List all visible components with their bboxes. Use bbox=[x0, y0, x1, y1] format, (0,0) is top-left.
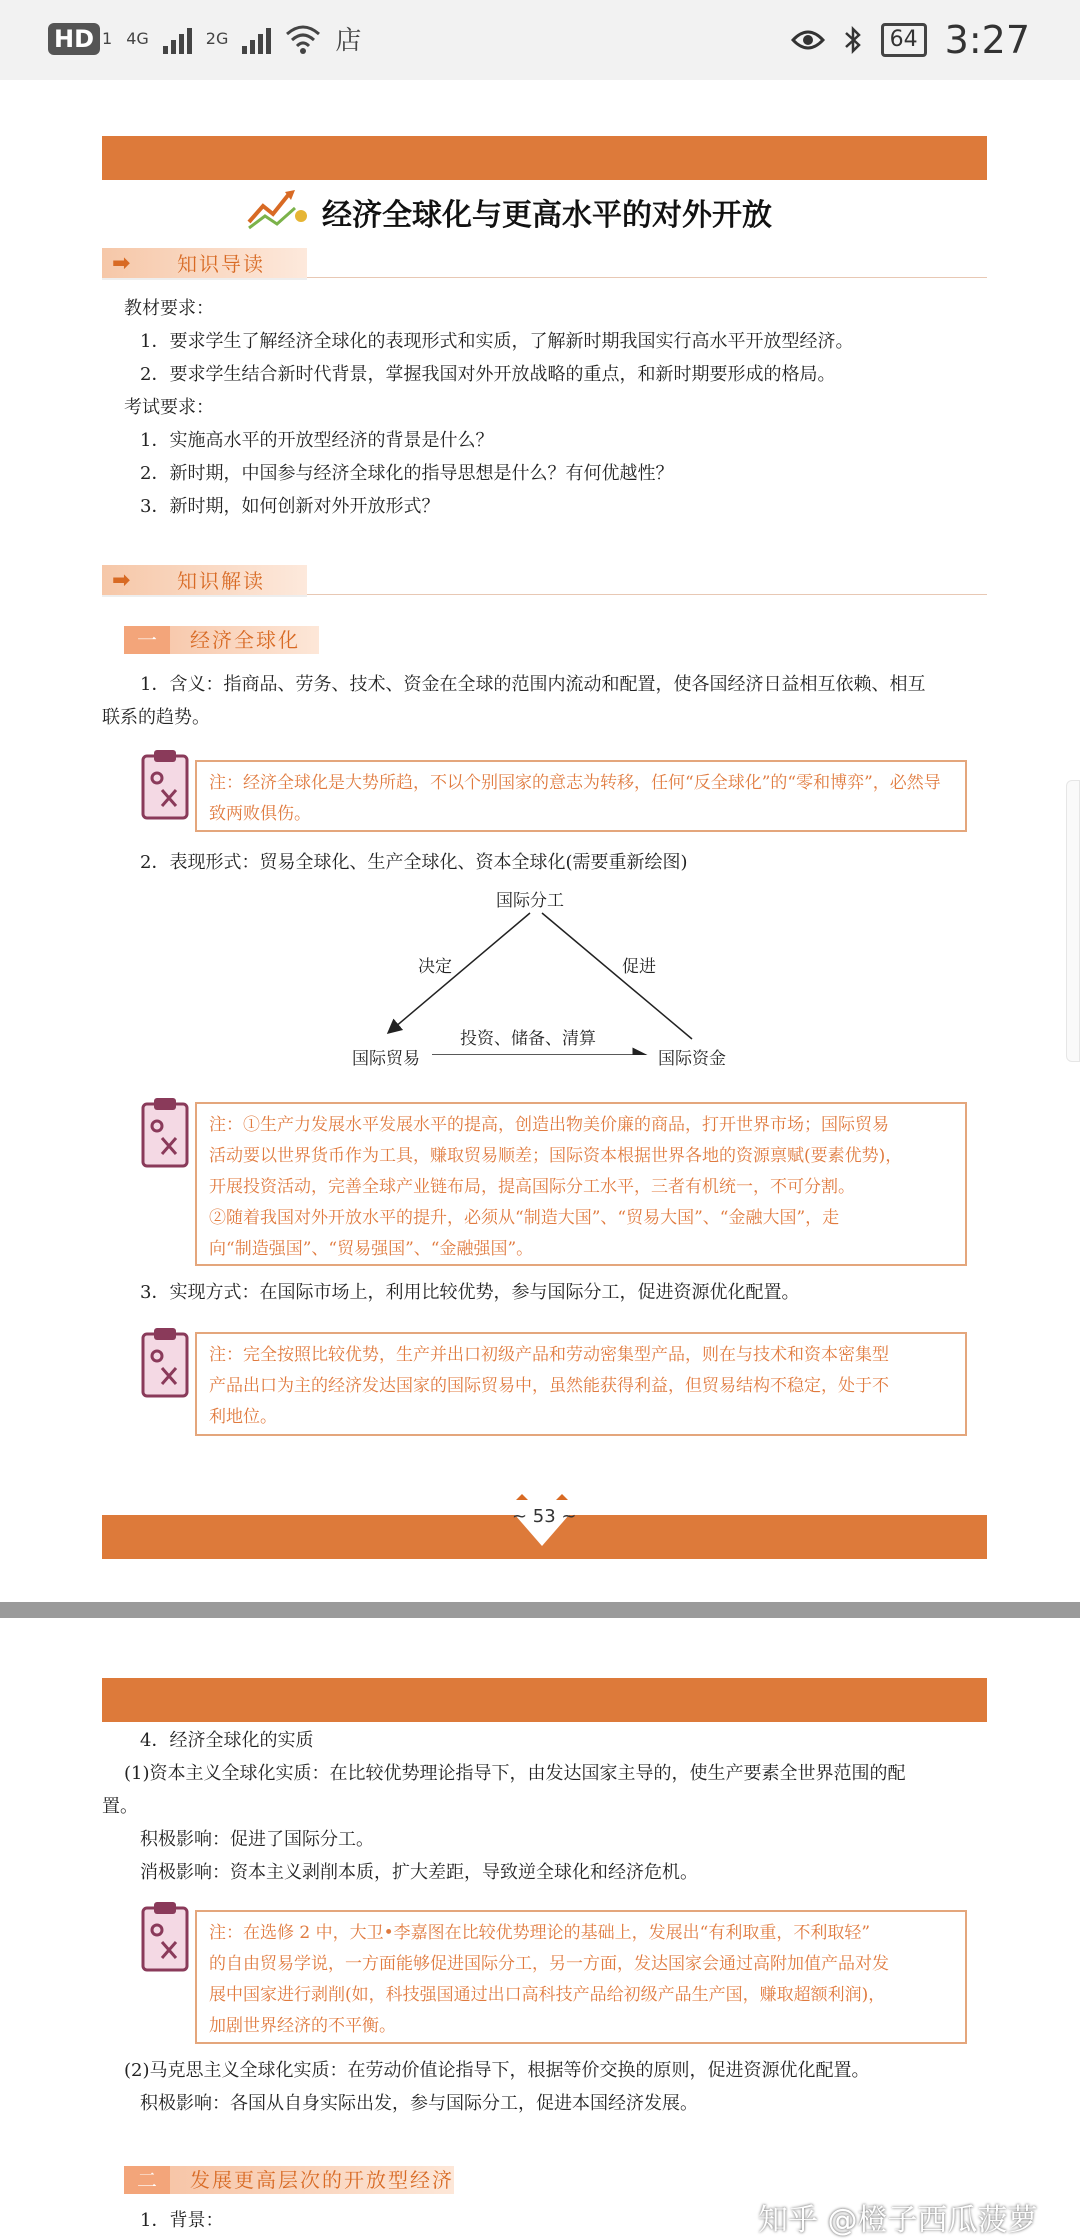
note-line: 注：①生产力发展水平发展水平的提高，创造出物美价廉的商品，打开世界市场；国际贸易 bbox=[209, 1115, 889, 1135]
eye-icon bbox=[791, 28, 825, 52]
signal-2g-icon bbox=[242, 24, 271, 54]
clipboard-icon bbox=[140, 1900, 190, 1972]
diagram-edge-right: 促进 bbox=[622, 957, 656, 977]
clock: 3:27 bbox=[944, 18, 1030, 62]
paragraph: 2．表现形式：贸易全球化、生产全球化、资本全球化(需要重新绘图) bbox=[140, 852, 688, 873]
section-title: 知识导读 bbox=[177, 252, 265, 276]
network-4g-label: 4G bbox=[126, 29, 149, 48]
battery-indicator: 64 bbox=[881, 23, 927, 57]
note-line: ②随着我国对外开放水平的提升，必须从“制造大国”、“贸易大国”、“金融大国”，走 bbox=[209, 1208, 840, 1228]
arrow-icon: ➡ bbox=[112, 251, 131, 276]
note-line: 向“制造强国”、“贸易强国”、“金融强国”。 bbox=[209, 1239, 534, 1259]
shop-indicator: 店 bbox=[335, 26, 362, 56]
clipboard-icon bbox=[140, 1326, 190, 1398]
paragraph: 积极影响：促进了国际分工。 bbox=[140, 1829, 374, 1850]
list-item: 2．要求学生结合新时代背景，掌握我国对外开放战略的重点，和新时期要形成的格局。 bbox=[140, 364, 836, 385]
status-right bbox=[791, 18, 1030, 62]
section-title: 知识解读 bbox=[177, 569, 265, 593]
note-line: 展中国家进行剥削(如，科技强国通过出口高科技产品给初级产品生产国，赚取超额利润)， bbox=[209, 1985, 886, 2005]
subsection-number: 一 bbox=[124, 626, 170, 654]
paragraph: (2)马克思主义全球化实质：在劳动价值论指导下，根据等价交换的原则，促进资源优化配置。 bbox=[124, 2060, 870, 2081]
list-item: 3．新时期，如何创新对外开放形式？ bbox=[140, 496, 440, 517]
note-line: 注：在选修 2 中，大卫•李嘉图在比较优势理论的基础上，发展出“有利取重，不利取轻” bbox=[209, 1923, 871, 1943]
diagram-node-top: 国际分工 bbox=[496, 891, 564, 911]
note-line: 活动要以世界货币作为工具，赚取贸易顺差；国际资本根据世界各地的资源禀赋(要素优势)， bbox=[209, 1146, 903, 1166]
list-item: 1．实施高水平的开放型经济的背景是什么？ bbox=[140, 430, 494, 451]
diagram-node-right: 国际资金 bbox=[658, 1049, 726, 1069]
paragraph: (1)资本主义全球化实质：在比较优势理论指导下，由发达国家主导的，使生产要素全世界范围的配 bbox=[124, 1763, 906, 1784]
status-left bbox=[48, 20, 361, 57]
diagram-edge-left: 决定 bbox=[418, 957, 452, 977]
exam-req-label: 考试要求： bbox=[124, 397, 214, 418]
arrow-icon: ➡ bbox=[112, 568, 131, 593]
note-box bbox=[195, 1910, 967, 2044]
subsection-header bbox=[124, 2166, 454, 2194]
page-title: 经济全球化与更高水平的对外开放 bbox=[322, 198, 772, 233]
header-band bbox=[102, 1678, 987, 1722]
bluetooth-icon bbox=[843, 25, 863, 55]
note-line: 注：完全按照比较优势，生产并出口初级产品和劳动密集型产品，则在与技术和资本密集型 bbox=[209, 1345, 889, 1365]
section-rule bbox=[307, 277, 987, 278]
edge-promote bbox=[542, 913, 692, 1039]
network-2g-label: 2G bbox=[205, 29, 229, 48]
signal-4g-icon bbox=[163, 24, 192, 54]
clipboard-icon bbox=[140, 1096, 190, 1168]
note-box: 注：经济全球化是大势所趋，不以个别国家的意志为转移，任何“反全球化”的“零和博弈”，必然导致两败俱伤。 bbox=[195, 760, 967, 832]
clipboard-icon bbox=[140, 748, 190, 820]
scrollbar-handle[interactable] bbox=[1066, 780, 1080, 1062]
growth-chart-icon bbox=[245, 182, 309, 232]
diagram-node-left: 国际贸易 bbox=[352, 1049, 420, 1069]
subsection-header bbox=[124, 626, 319, 654]
hd-badge: HD bbox=[48, 23, 100, 55]
note-box bbox=[195, 1332, 967, 1436]
wifi-icon bbox=[285, 24, 321, 54]
sim-slot: 1 bbox=[102, 29, 113, 48]
status-bar bbox=[0, 0, 1080, 80]
paragraph: 1．背景： bbox=[140, 2210, 224, 2231]
note-line: 开展投资活动，完善全球产业链布局，提高国际分工水平，三者有机统一，不可分割。 bbox=[209, 1177, 855, 1197]
section-header-guide bbox=[102, 248, 307, 280]
paragraph: 积极影响：各国从自身实际出发，参与国际分工，促进本国经济发展。 bbox=[140, 2093, 698, 2114]
textbook-req-label: 教材要求： bbox=[124, 298, 214, 319]
diagram-edge-bottom: 投资、储备、清算 bbox=[460, 1029, 596, 1049]
header-band bbox=[102, 136, 987, 180]
page-divider bbox=[0, 1602, 1080, 1618]
watermark: 知乎 @橙子西瓜菠萝 bbox=[758, 2203, 1038, 2238]
edge-decide bbox=[388, 913, 530, 1033]
note-line: 利地位。 bbox=[209, 1407, 277, 1427]
subsection-title: 经济全球化 bbox=[190, 628, 300, 652]
paragraph: 3．实现方式：在国际市场上，利用比较优势，参与国际分工，促进资源优化配置。 bbox=[140, 1282, 800, 1303]
paragraph: 联系的趋势。 bbox=[102, 707, 210, 728]
page-number: ~ 53 ~ bbox=[512, 1506, 577, 1527]
paragraph: 1．含义：指商品、劳务、技术、资金在全球的范围内流动和配置，使各国经济日益相互依赖、相互 bbox=[140, 674, 926, 695]
section-header-explain bbox=[102, 565, 307, 597]
section-rule bbox=[307, 594, 987, 595]
paragraph: 4．经济全球化的实质 bbox=[140, 1730, 314, 1751]
note-line: 加剧世界经济的不平衡。 bbox=[209, 2016, 396, 2036]
paragraph: 置。 bbox=[102, 1796, 138, 1817]
list-item: 2．新时期，中国参与经济全球化的指导思想是什么？有何优越性？ bbox=[140, 463, 674, 484]
list-item: 1．要求学生了解经济全球化的表现形式和实质，了解新时期我国实行高水平开放型经济。 bbox=[140, 331, 854, 352]
note-box bbox=[195, 1102, 967, 1266]
subsection-title: 发展更高层次的开放型经济 bbox=[190, 2168, 454, 2192]
note-line: 产品出口为主的经济发达国家的国际贸易中，虽然能获得利益，但贸易结构不稳定，处于不 bbox=[209, 1376, 889, 1396]
note-line: 的自由贸易学说，一方面能够促进国际分工，另一方面，发达国家会通过高附加值产品对发 bbox=[209, 1954, 889, 1974]
subsection-number: 二 bbox=[124, 2166, 170, 2194]
paragraph: 消极影响：资本主义剥削本质，扩大差距，导致逆全球化和经济危机。 bbox=[140, 1862, 698, 1883]
